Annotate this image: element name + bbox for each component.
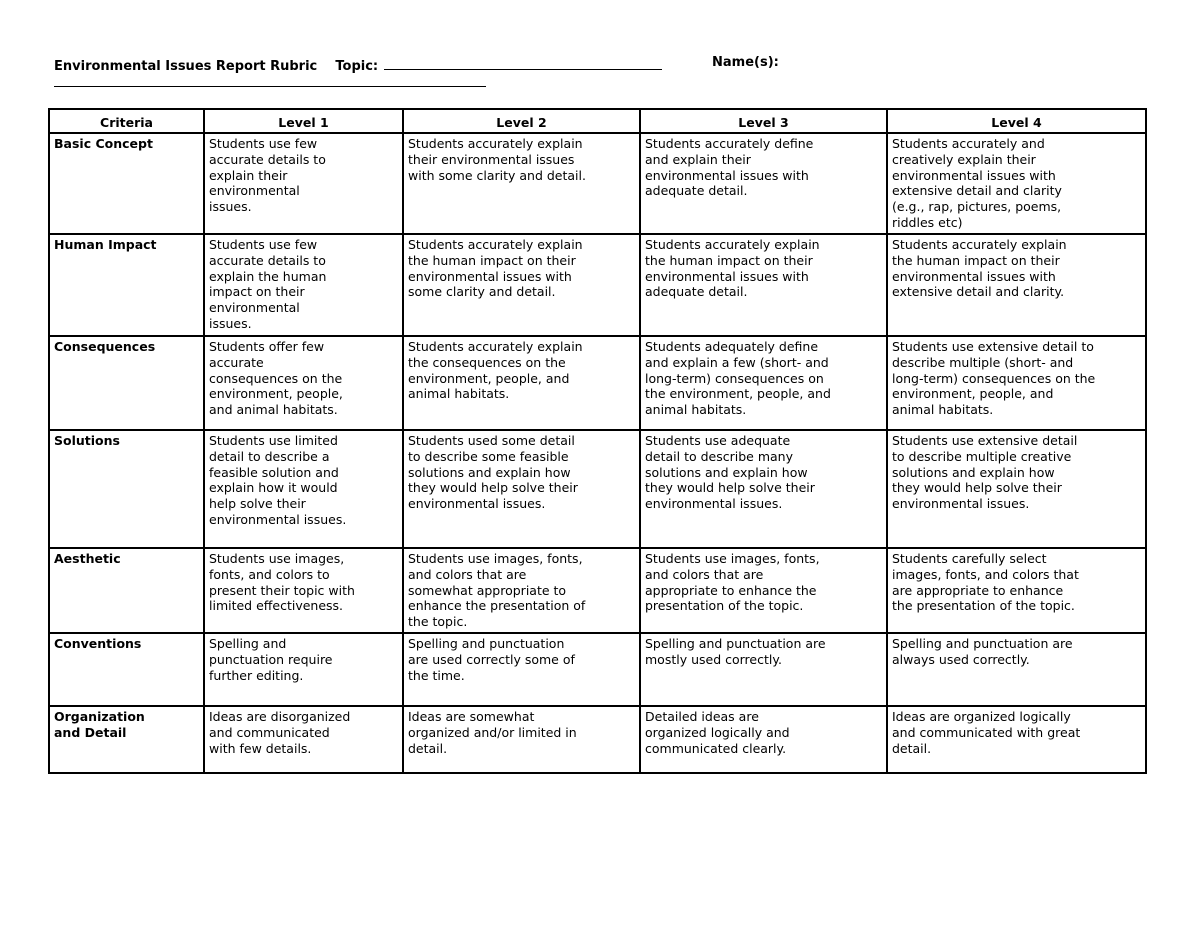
table-row bbox=[49, 133, 1146, 234]
topic-blank-line bbox=[384, 55, 662, 70]
level-2-cell: Students used some detail to describe some feasible solutions and explain how they would help solve their environmental issues. bbox=[403, 430, 640, 548]
level-3-cell: Students use images, fonts, and colors that are appropriate to enhance the presentation of the topic. bbox=[640, 548, 887, 633]
level-3-cell: Students adequately define and explain a few (short- and long-term) consequences on the environment, people, and animal habitats. bbox=[640, 336, 887, 430]
table-row bbox=[49, 336, 1146, 430]
level-2-cell: Students use images, fonts, and colors that are somewhat appropriate to enhance the presentation of the topic. bbox=[403, 548, 640, 633]
level-4-cell: Students accurately explain the human impact on their environmental issues with extensive detail and clarity. bbox=[887, 234, 1146, 336]
criteria-cell: Aesthetic bbox=[49, 548, 204, 633]
table-row bbox=[49, 234, 1146, 336]
rubric-table bbox=[48, 108, 1147, 774]
names-label: Name(s): bbox=[712, 55, 779, 70]
criteria-cell: Basic Concept bbox=[49, 133, 204, 234]
criteria-cell: Human Impact bbox=[49, 234, 204, 336]
level-4-cell: Spelling and punctuation are always used correctly. bbox=[887, 633, 1146, 706]
level-1-cell: Students use images, fonts, and colors to present their topic with limited effectiveness. bbox=[204, 548, 403, 633]
criteria-cell: Conventions bbox=[49, 633, 204, 706]
level-1-cell: Students use few accurate details to explain the human impact on their environmental issues. bbox=[204, 234, 403, 336]
level-1-cell: Students use limited detail to describe a feasible solution and explain how it would help solve their environmental issues. bbox=[204, 430, 403, 548]
table-row bbox=[49, 633, 1146, 706]
level-4-cell: Students carefully select images, fonts, and colors that are appropriate to enhance the presentation of the topic. bbox=[887, 548, 1146, 633]
level-4-cell: Ideas are organized logically and communicated with great detail. bbox=[887, 706, 1146, 773]
rubric-header bbox=[54, 55, 662, 74]
level-1-cell: Ideas are disorganized and communicated with few details. bbox=[204, 706, 403, 773]
table-row bbox=[49, 430, 1146, 548]
table-row bbox=[49, 706, 1146, 773]
criteria-cell: Solutions bbox=[49, 430, 204, 548]
level-2-cell: Students accurately explain the human impact on their environmental issues with some clarity and detail. bbox=[403, 234, 640, 336]
criteria-cell: Organization and Detail bbox=[49, 706, 204, 773]
table-row bbox=[49, 548, 1146, 633]
level-1-cell: Students offer few accurate consequences on the environment, people, and animal habitats. bbox=[204, 336, 403, 430]
level-2-cell: Students accurately explain their environmental issues with some clarity and detail. bbox=[403, 133, 640, 234]
rubric-title: Environmental Issues Report Rubric bbox=[54, 59, 318, 74]
column-header-level-1: Level 1 bbox=[204, 109, 403, 133]
level-2-cell: Ideas are somewhat organized and/or limited in detail. bbox=[403, 706, 640, 773]
level-2-cell: Spelling and punctuation are used correctly some of the time. bbox=[403, 633, 640, 706]
level-4-cell: Students use extensive detail to describe multiple (short- and long-term) consequences on the environment, people, and animal habitats. bbox=[887, 336, 1146, 430]
level-4-cell: Students use extensive detail to describe multiple creative solutions and explain how they would help solve their environmental issues. bbox=[887, 430, 1146, 548]
table-header-row bbox=[49, 109, 1146, 133]
criteria-cell: Consequences bbox=[49, 336, 204, 430]
level-1-cell: Students use few accurate details to explain their environmental issues. bbox=[204, 133, 403, 234]
column-header-level-3: Level 3 bbox=[640, 109, 887, 133]
level-4-cell: Students accurately and creatively explain their environmental issues with extensive detail and clarity (e.g., rap, pictures, poems, riddles etc) bbox=[887, 133, 1146, 234]
level-3-cell: Students use adequate detail to describe many solutions and explain how they would help solve their environmental issues. bbox=[640, 430, 887, 548]
column-header-criteria: Criteria bbox=[49, 109, 204, 133]
level-3-cell: Students accurately explain the human impact on their environmental issues with adequate detail. bbox=[640, 234, 887, 336]
level-2-cell: Students accurately explain the consequences on the environment, people, and animal habitats. bbox=[403, 336, 640, 430]
level-1-cell: Spelling and punctuation require further editing. bbox=[204, 633, 403, 706]
column-header-level-2: Level 2 bbox=[403, 109, 640, 133]
level-3-cell: Students accurately define and explain their environmental issues with adequate detail. bbox=[640, 133, 887, 234]
column-header-level-4: Level 4 bbox=[887, 109, 1146, 133]
level-3-cell: Spelling and punctuation are mostly used correctly. bbox=[640, 633, 887, 706]
level-3-cell: Detailed ideas are organized logically and communicated clearly. bbox=[640, 706, 887, 773]
names-blank-line bbox=[54, 86, 486, 87]
topic-label: Topic: bbox=[335, 59, 379, 74]
